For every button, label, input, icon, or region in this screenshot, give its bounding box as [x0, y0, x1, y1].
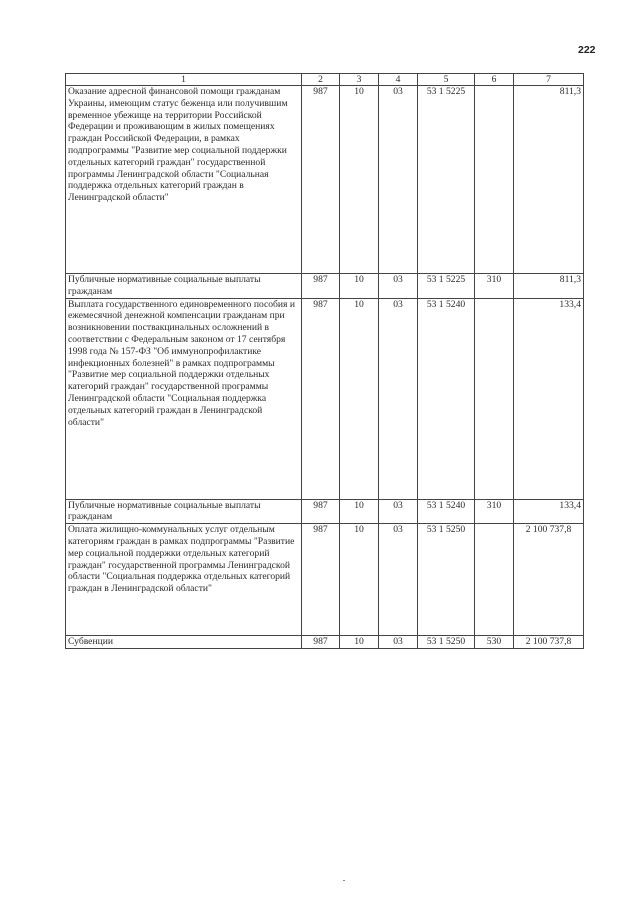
- table-row: [66, 274, 584, 299]
- cell-target-article: 53 1 5225: [418, 86, 475, 274]
- cell-section: 10: [340, 298, 379, 499]
- page-number: 222: [578, 44, 596, 56]
- row-description: Публичные нормативные социальные выплаты гражданам: [66, 499, 302, 524]
- cell-target-article: 53 1 5250: [418, 524, 475, 636]
- cell-subsection: 03: [379, 298, 418, 499]
- cell-admin-code: 987: [302, 86, 340, 274]
- cell-expense-type: 310: [475, 274, 514, 299]
- table-row: [66, 636, 584, 649]
- cell-amount: 2 100 737,8: [514, 636, 584, 649]
- cell-subsection: 03: [379, 274, 418, 299]
- row-description: Публичные нормативные социальные выплаты гражданам: [66, 274, 302, 299]
- cell-expense-type: 310: [475, 499, 514, 524]
- cell-subsection: 03: [379, 499, 418, 524]
- row-description: Субвенции: [66, 636, 302, 649]
- cell-target-article: 53 1 5240: [418, 499, 475, 524]
- cell-amount: 133,4: [514, 499, 584, 524]
- cell-section: 10: [340, 636, 379, 649]
- column-header-6: 6: [475, 74, 514, 86]
- cell-admin-code: 987: [302, 499, 340, 524]
- cell-target-article: 53 1 5225: [418, 274, 475, 299]
- cell-expense-type: [475, 524, 514, 636]
- cell-section: 10: [340, 524, 379, 636]
- column-header-2: 2: [302, 74, 340, 86]
- table-row: [66, 86, 584, 274]
- cell-amount: 133,4: [514, 298, 584, 499]
- column-header-7: 7: [514, 74, 584, 86]
- cell-subsection: 03: [379, 524, 418, 636]
- column-header-4: 4: [379, 74, 418, 86]
- cell-section: 10: [340, 499, 379, 524]
- cell-amount: 811,3: [514, 86, 584, 274]
- table-row: [66, 499, 584, 524]
- header-row: [66, 74, 584, 86]
- column-header-1: 1: [66, 74, 302, 86]
- cell-subsection: 03: [379, 636, 418, 649]
- scan-artifact: [343, 880, 345, 881]
- table-row: [66, 524, 584, 636]
- row-description: Оказание адресной финансовой помощи гражданам Украины, имеющим статус беженца или получившим временное убежище на территории Российской Федерации и проживающим в жилых помещениях граждан Российской Федерации, в рамках подпрограммы "Развитие мер социальной поддержки отдельных категорий граждан" государственной программы Ленинградской области "Социальная поддержка отдельных категорий граждан в Ленинградской области": [66, 86, 302, 274]
- cell-section: 10: [340, 86, 379, 274]
- cell-amount: 811,3: [514, 274, 584, 299]
- cell-expense-type: [475, 86, 514, 274]
- cell-admin-code: 987: [302, 524, 340, 636]
- table-row: [66, 298, 584, 499]
- cell-section: 10: [340, 274, 379, 299]
- cell-admin-code: 987: [302, 274, 340, 299]
- cell-admin-code: 987: [302, 636, 340, 649]
- cell-amount: 2 100 737,8: [514, 524, 584, 636]
- row-description: Оплата жилищно-коммунальных услуг отдельным категориям граждан в рамках подпрограммы "Развитие мер социальной поддержки отдельных категорий граждан" государственной программы Ленинградской области "Социальная поддержка отдельных категорий граждан в Ленинградской области": [66, 524, 302, 636]
- cell-expense-type: [475, 298, 514, 499]
- cell-target-article: 53 1 5240: [418, 298, 475, 499]
- cell-target-article: 53 1 5250: [418, 636, 475, 649]
- column-header-3: 3: [340, 74, 379, 86]
- column-header-5: 5: [418, 74, 475, 86]
- cell-expense-type: 530: [475, 636, 514, 649]
- budget-table: [65, 73, 584, 649]
- row-description: Выплата государственного единовременного пособия и ежемесячной денежной компенсации гражданам при возникновении поствакцинальных осложнений в соответствии с Федеральным законом от 17 сентября 1998 года № 157-ФЗ "Об иммунопрофилактике инфекционных болезней" в рамках подпрограммы "Развитие мер социальной поддержки отдельных категорий граждан" государственной программы Ленинградской области "Социальная поддержка отдельных категорий граждан в Ленинградской области": [66, 298, 302, 499]
- cell-admin-code: 987: [302, 298, 340, 499]
- cell-subsection: 03: [379, 86, 418, 274]
